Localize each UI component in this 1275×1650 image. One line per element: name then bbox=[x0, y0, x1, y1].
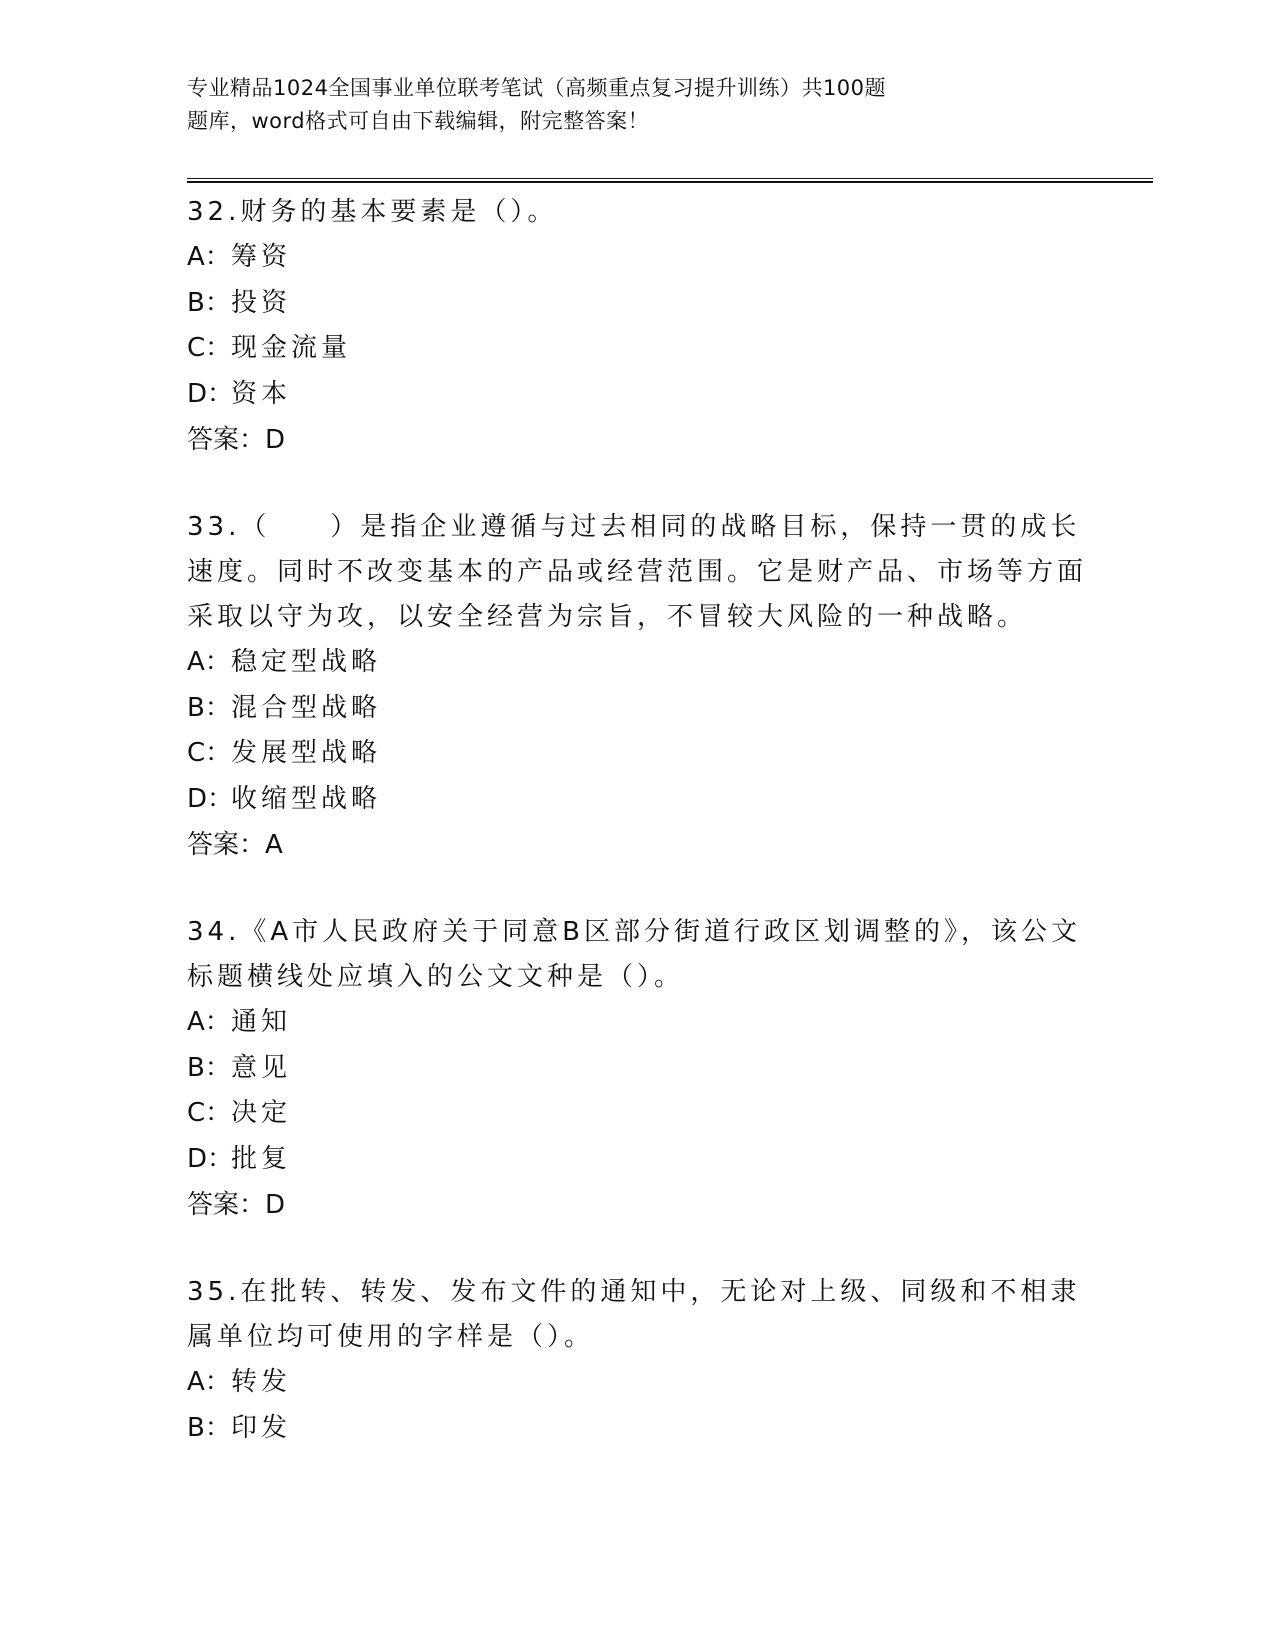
option-text: 发展型战略 bbox=[231, 738, 382, 768]
option-b bbox=[187, 1046, 1087, 1092]
option-letter: D： bbox=[187, 783, 234, 814]
option-letter: B： bbox=[187, 1052, 231, 1083]
option-letter: C： bbox=[187, 1098, 232, 1128]
option-text: 筹资 bbox=[231, 242, 292, 272]
option-text: 印发 bbox=[231, 1412, 292, 1443]
option-letter: A： bbox=[187, 647, 231, 677]
option-text: 混合型战略 bbox=[231, 692, 382, 723]
question-stem: 35.在批转、转发、发布文件的通知中，无论对上级、同级和不相隶属单位均可使用的字样是（）。 bbox=[187, 1277, 1081, 1352]
answer-line: 答案：D bbox=[187, 425, 286, 455]
question-item bbox=[187, 910, 1087, 1228]
option-letter: A： bbox=[187, 242, 231, 272]
option-letter: C： bbox=[187, 738, 232, 768]
option-b bbox=[187, 281, 1087, 327]
header-divider-thick bbox=[187, 181, 1153, 183]
question-item bbox=[187, 1270, 1087, 1451]
header-line-2: 题库，word格式可自由下载编辑，附完整答案！ bbox=[187, 109, 650, 133]
option-a bbox=[187, 1000, 1087, 1046]
answer-line: 答案：D bbox=[187, 1190, 286, 1220]
option-c bbox=[187, 731, 1087, 777]
option-c bbox=[187, 1091, 1087, 1137]
option-letter: B： bbox=[187, 287, 231, 318]
option-text: 转发 bbox=[231, 1367, 292, 1397]
question-stem: 33.（ ）是指企业遵循与过去相同的战略目标，保持一贯的成长速度。同时不改变基本的产品或经营范围。它是财产品、市场等方面采取以守为攻，以安全经营为宗旨，不冒较大风险的一种战略。 bbox=[187, 512, 1088, 632]
option-a bbox=[187, 640, 1087, 686]
option-a bbox=[187, 1360, 1087, 1406]
option-a bbox=[187, 235, 1087, 281]
option-text: 批复 bbox=[231, 1143, 292, 1174]
option-d bbox=[187, 372, 1087, 418]
option-text: 现金流量 bbox=[231, 333, 352, 363]
question-stem: 34.《A市人民政府关于同意B区部分街道行政区划调整的》，该公文标题横线处应填入的公文文种是（）。 bbox=[187, 917, 1081, 992]
option-text: 收缩型战略 bbox=[231, 783, 382, 814]
option-text: 资本 bbox=[231, 378, 292, 409]
question-item bbox=[187, 190, 1087, 463]
document-header bbox=[187, 72, 1017, 138]
option-letter: D： bbox=[187, 378, 234, 409]
option-c bbox=[187, 326, 1087, 372]
question-stem: 32.财务的基本要素是（）。 bbox=[187, 197, 558, 227]
header-divider-thin bbox=[187, 178, 1153, 179]
option-text: 投资 bbox=[231, 287, 292, 318]
header-line-1: 专业精品1024全国事业单位联考笔试（高频重点复习提升训练）共100题 bbox=[187, 76, 887, 100]
answer-line: 答案：A bbox=[187, 830, 283, 860]
option-letter: C： bbox=[187, 333, 232, 363]
option-letter: A： bbox=[187, 1367, 231, 1397]
option-text: 意见 bbox=[231, 1052, 292, 1083]
option-letter: A： bbox=[187, 1007, 231, 1037]
option-b bbox=[187, 686, 1087, 732]
option-text: 决定 bbox=[231, 1098, 292, 1128]
option-text: 稳定型战略 bbox=[231, 647, 382, 677]
question-list bbox=[187, 190, 1087, 1493]
option-b bbox=[187, 1406, 1087, 1452]
option-letter: D： bbox=[187, 1143, 234, 1174]
option-d bbox=[187, 1137, 1087, 1183]
option-text: 通知 bbox=[231, 1007, 292, 1037]
question-item bbox=[187, 505, 1087, 868]
option-d bbox=[187, 777, 1087, 823]
option-letter: B： bbox=[187, 692, 231, 723]
option-letter: B： bbox=[187, 1412, 231, 1443]
